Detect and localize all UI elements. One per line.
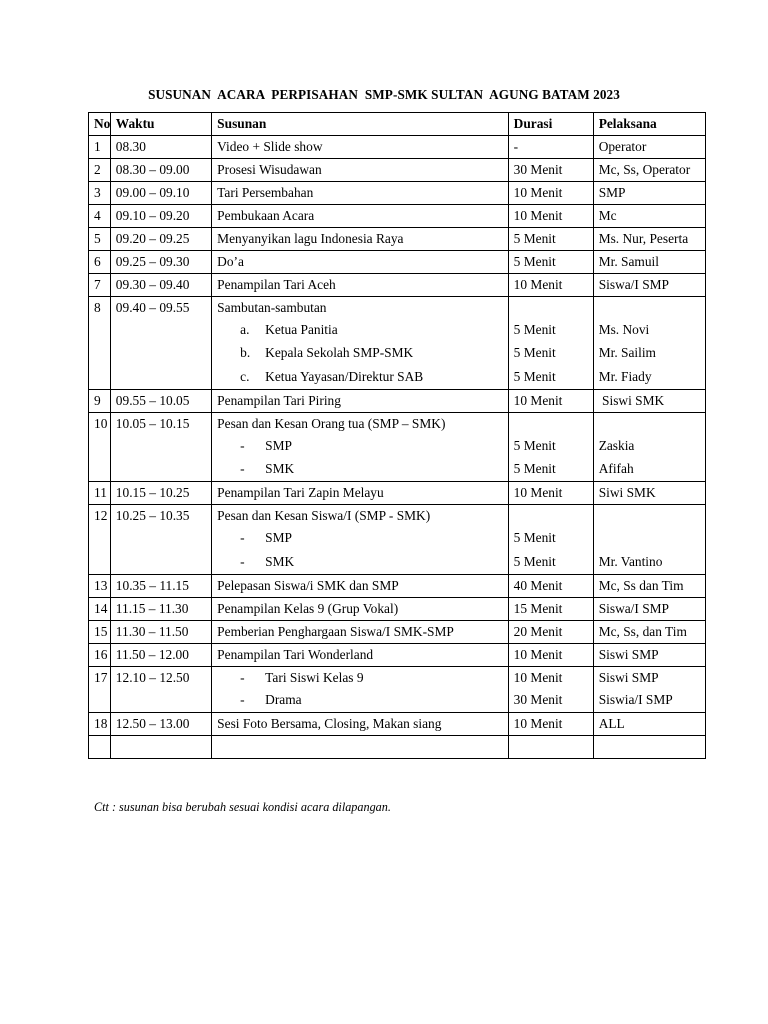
cell-pelaksana: Siwi SMK <box>593 482 705 505</box>
sub-item-pelaksana <box>599 527 700 550</box>
sub-item-durasi: 5 Menit <box>513 530 556 546</box>
sub-item-pelaksana: Siswia/I SMP <box>598 692 673 708</box>
cell-susunan: Do’a <box>212 251 509 274</box>
cell-no: 2 <box>89 159 111 182</box>
durasi-blank <box>514 505 588 527</box>
cell-pelaksana: Ms. Nur, Peserta <box>593 228 705 251</box>
cell-susunan: Pemberian Penghargaan Siswa/I SMK-SMP <box>212 621 509 644</box>
cell-no: 17 <box>89 667 111 713</box>
cell-durasi: 20 Menit <box>508 621 593 644</box>
cell-durasi: 5 Menit <box>508 228 593 251</box>
cell-durasi <box>508 297 593 390</box>
sub-item-pelaksana: Afifah <box>598 461 634 477</box>
cell-durasi <box>508 667 593 713</box>
cell-waktu: 12.10 – 12.50 <box>110 667 211 713</box>
cell-waktu: 11.30 – 11.50 <box>110 621 211 644</box>
cell-susunan: Prosesi Wisudawan <box>212 159 509 182</box>
cell-pelaksana: Operator <box>593 136 705 159</box>
table-row <box>89 251 706 274</box>
cell-pelaksana: Mc, Ss, Operator <box>593 159 705 182</box>
sub-item-marker: c. <box>240 368 250 384</box>
sub-item <box>217 667 503 689</box>
cell-pelaksana <box>593 297 705 390</box>
cell-susunan: Pelepasan Siswa/i SMK dan SMP <box>212 575 509 598</box>
cell-durasi <box>508 505 593 575</box>
cell-no: 5 <box>89 228 111 251</box>
cell-susunan: Tari Persembahan <box>212 182 509 205</box>
table-row <box>89 412 706 482</box>
cell-pelaksana: Siswa/I SMP <box>593 598 705 621</box>
cell-susunan <box>212 667 509 713</box>
table-row <box>89 182 706 205</box>
cell-durasi: 30 Menit <box>508 159 593 182</box>
table-row <box>89 159 706 182</box>
cell-no: 3 <box>89 182 111 205</box>
sub-item-durasi: 5 Menit <box>513 322 556 337</box>
cell-susunan: Penampilan Tari Piring <box>212 389 509 412</box>
sub-item-marker: a. <box>240 322 250 337</box>
table-row <box>89 644 706 667</box>
cell-pelaksana: Mc, Ss dan Tim <box>593 575 705 598</box>
sub-item-durasi: 5 Menit <box>513 437 556 453</box>
cell-no: 12 <box>89 505 111 575</box>
sub-item-durasi: 5 Menit <box>513 461 556 477</box>
sub-item-text: SMK <box>265 461 295 477</box>
cell-pelaksana: Mr. Samuil <box>593 251 705 274</box>
item-title: Sambutan-sambutan <box>217 300 327 315</box>
cell-waktu: 09.10 – 09.20 <box>110 205 211 228</box>
cell-waktu: 10.05 – 10.15 <box>110 412 211 482</box>
table-row <box>89 713 706 736</box>
header-pelaksana: Pelaksana <box>593 113 705 136</box>
cell-waktu: 10.35 – 11.15 <box>110 575 211 598</box>
sub-item-text: SMK <box>265 553 295 569</box>
cell-waktu: 09.40 – 09.55 <box>110 297 211 390</box>
cell-no: 6 <box>89 251 111 274</box>
cell-durasi: 10 Menit <box>508 644 593 667</box>
sub-item-marker: - <box>240 437 245 453</box>
sub-item-durasi: 5 Menit <box>513 345 556 361</box>
sub-item-text: Ketua Panitia <box>265 322 338 337</box>
sub-item <box>217 342 503 365</box>
cell-waktu: 09.30 – 09.40 <box>110 274 211 297</box>
sub-item-text: Tari Siswi Kelas 9 <box>265 670 364 686</box>
sub-item-pelaksana: Mr. Sailim <box>598 345 656 361</box>
sub-item <box>217 435 503 458</box>
cell-pelaksana: ALL <box>593 713 705 736</box>
cell-durasi: - <box>508 136 593 159</box>
sub-item-durasi: 5 Menit <box>513 553 556 569</box>
table-row <box>89 598 706 621</box>
cell-susunan: Video + Slide show <box>212 136 509 159</box>
cell-durasi: 40 Menit <box>508 575 593 598</box>
document-title: SUSUNAN ACARA PERPISAHAN SMP-SMK SULTAN AGUNG BATAM 2023 <box>148 87 620 102</box>
sub-item <box>217 319 503 342</box>
table-row <box>89 482 706 505</box>
cell-empty <box>110 736 211 759</box>
cell-empty <box>508 736 593 759</box>
cell-durasi: 10 Menit <box>508 205 593 228</box>
sub-item <box>217 458 503 481</box>
cell-durasi: 10 Menit <box>508 389 593 412</box>
sub-item <box>217 366 503 389</box>
cell-susunan: Penampilan Tari Wonderland <box>212 644 509 667</box>
pelaksana-blank <box>599 413 700 435</box>
sub-item-marker: - <box>240 692 245 708</box>
sub-item-text: SMP <box>265 530 292 546</box>
table-row <box>89 621 706 644</box>
cell-pelaksana: Mc <box>593 205 705 228</box>
table-row <box>89 389 706 412</box>
item-title: Pesan dan Kesan Siswa/I (SMP - SMK) <box>217 508 431 524</box>
cell-no: 15 <box>89 621 111 644</box>
pelaksana-blank <box>599 297 700 319</box>
sub-item-durasi: 30 Menit <box>513 692 563 708</box>
table-row <box>89 205 706 228</box>
sub-item <box>217 551 503 574</box>
sub-item-marker: - <box>240 530 245 546</box>
sub-item-marker: b. <box>240 345 251 361</box>
sub-item-pelaksana: Ms. Novi <box>598 322 650 337</box>
table-row <box>89 228 706 251</box>
cell-waktu: 09.00 – 09.10 <box>110 182 211 205</box>
header-no: No <box>89 113 111 136</box>
cell-pelaksana: Siswi SMK <box>593 389 705 412</box>
cell-waktu: 10.25 – 10.35 <box>110 505 211 575</box>
cell-susunan <box>212 412 509 482</box>
sub-item-pelaksana: Zaskia <box>598 437 635 453</box>
cell-durasi: 5 Menit <box>508 251 593 274</box>
header-waktu: Waktu <box>110 113 211 136</box>
table-row <box>89 575 706 598</box>
durasi-blank <box>514 413 588 435</box>
cell-pelaksana: Siswi SMP <box>593 644 705 667</box>
cell-waktu: 11.50 – 12.00 <box>110 644 211 667</box>
sub-item-pelaksana: Mr. Fiady <box>598 368 652 384</box>
cell-empty <box>593 736 705 759</box>
cell-pelaksana: Mc, Ss, dan Tim <box>593 621 705 644</box>
durasi-blank <box>514 297 588 319</box>
sub-item-durasi: 5 Menit <box>513 368 556 384</box>
table-row-empty <box>89 736 706 759</box>
schedule-body <box>89 136 706 759</box>
header-durasi: Durasi <box>508 113 593 136</box>
pelaksana-blank <box>599 505 700 527</box>
cell-durasi: 10 Menit <box>508 713 593 736</box>
sub-item-text: SMP <box>265 437 292 453</box>
sub-item-pelaksana: Siswi SMP <box>598 670 659 686</box>
cell-no: 8 <box>89 297 111 390</box>
cell-no: 16 <box>89 644 111 667</box>
table-row <box>89 274 706 297</box>
cell-pelaksana: SMP <box>593 182 705 205</box>
cell-pelaksana: Siswa/I SMP <box>593 274 705 297</box>
cell-waktu: 11.15 – 11.30 <box>110 598 211 621</box>
cell-susunan: Pembukaan Acara <box>212 205 509 228</box>
sub-item-durasi: 10 Menit <box>513 670 563 686</box>
cell-durasi: 15 Menit <box>508 598 593 621</box>
header-susunan: Susunan <box>212 113 509 136</box>
cell-durasi <box>508 412 593 482</box>
cell-empty <box>89 736 111 759</box>
cell-no: 11 <box>89 482 111 505</box>
sub-item-text: Kepala Sekolah SMP-SMK <box>265 345 414 361</box>
cell-pelaksana <box>593 505 705 575</box>
sub-item-text: Ketua Yayasan/Direktur SAB <box>265 368 424 384</box>
cell-waktu: 08.30 <box>110 136 211 159</box>
cell-susunan: Penampilan Tari Zapin Melayu <box>212 482 509 505</box>
cell-susunan <box>212 505 509 575</box>
cell-pelaksana <box>593 667 705 713</box>
cell-no: 4 <box>89 205 111 228</box>
cell-no: 7 <box>89 274 111 297</box>
table-header-row <box>89 113 706 136</box>
cell-no: 10 <box>89 412 111 482</box>
sub-item-marker: - <box>240 670 245 686</box>
cell-waktu: 09.55 – 10.05 <box>110 389 211 412</box>
cell-no: 9 <box>89 389 111 412</box>
cell-no: 14 <box>89 598 111 621</box>
cell-durasi: 10 Menit <box>508 274 593 297</box>
sub-item-marker: - <box>240 553 245 569</box>
cell-pelaksana <box>593 412 705 482</box>
cell-empty <box>212 736 509 759</box>
cell-susunan: Penampilan Kelas 9 (Grup Vokal) <box>212 598 509 621</box>
item-title: Pesan dan Kesan Orang tua (SMP – SMK) <box>217 415 446 431</box>
cell-waktu: 08.30 – 09.00 <box>110 159 211 182</box>
table-row <box>89 297 706 390</box>
sub-item-marker: - <box>240 461 245 477</box>
sub-item-pelaksana: Mr. Vantino <box>598 553 663 569</box>
table-row <box>89 505 706 575</box>
sub-item <box>217 689 503 712</box>
cell-durasi: 10 Menit <box>508 482 593 505</box>
cell-waktu: 10.15 – 10.25 <box>110 482 211 505</box>
cell-susunan <box>212 297 509 390</box>
cell-susunan: Sesi Foto Bersama, Closing, Makan siang <box>212 713 509 736</box>
sub-item <box>217 527 503 550</box>
cell-no: 1 <box>89 136 111 159</box>
footnote: Ctt : susunan bisa berubah sesuai kondisi acara dilapangan. <box>94 800 391 814</box>
cell-waktu: 09.25 – 09.30 <box>110 251 211 274</box>
sub-item-text: Drama <box>265 692 302 708</box>
cell-waktu: 12.50 – 13.00 <box>110 713 211 736</box>
table-row <box>89 667 706 713</box>
cell-durasi: 10 Menit <box>508 182 593 205</box>
cell-susunan: Menyanyikan lagu Indonesia Raya <box>212 228 509 251</box>
cell-susunan: Penampilan Tari Aceh <box>212 274 509 297</box>
schedule-table <box>88 112 706 759</box>
cell-waktu: 09.20 – 09.25 <box>110 228 211 251</box>
cell-no: 13 <box>89 575 111 598</box>
table-row <box>89 136 706 159</box>
cell-no: 18 <box>89 713 111 736</box>
